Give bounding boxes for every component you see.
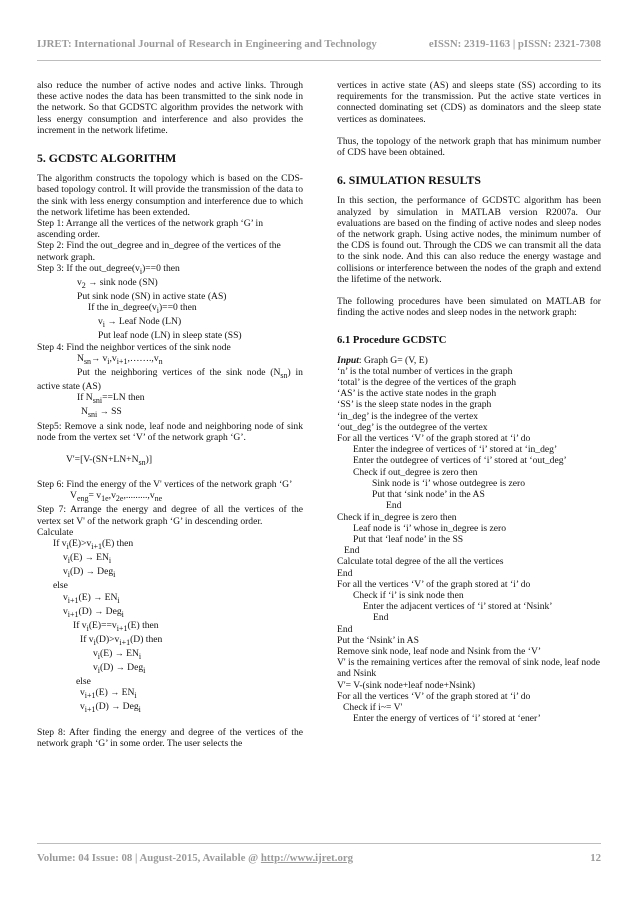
thus-paragraph: Thus, the topology of the network graph that has minimum number of CDS have been obtained. xyxy=(337,135,601,159)
calculate-label: Calculate xyxy=(37,526,74,538)
procedure-line: End xyxy=(337,623,353,635)
procedure-line: Check if in_degree is zero then xyxy=(337,511,457,523)
intro-paragraph: also reduce the number of active nodes and active links. Through these active nodes the data has been transmitted to the sink node in the network. So that GCDSTC algorithm provides the network with less energy consumption and interference and also provides the increment in the network lifetime. xyxy=(37,80,303,136)
calc-line: $v_i(E) \to EN_i$ xyxy=(93,647,142,661)
procedure-line: Put that ‘leaf node’ in the SS xyxy=(353,533,464,545)
calc-line: If $v_i(E)==v_{i+1}(E)$ then xyxy=(73,619,159,633)
procedure-line: Check if i~= V' xyxy=(343,701,403,713)
procedure-line: Leaf node is ‘i’ whose in_degree is zero xyxy=(353,522,506,534)
page-number: 12 xyxy=(590,852,601,864)
footer-rule xyxy=(37,843,601,844)
calc-line: else xyxy=(76,676,91,688)
footer-volume: Volume: 04 Issue: 08 | August-2015, Available @ http://www.ijret.org xyxy=(37,852,354,864)
step-4-line: Put the neighboring vertices of the sink node $(N_{sn})$ in active state (AS) xyxy=(37,367,303,393)
procedure-line: Put the ‘Nsink’ in AS xyxy=(337,634,419,646)
journal-link[interactable]: http://www.ijret.org xyxy=(260,852,354,864)
input-line: Input: Graph G= (V, E) xyxy=(337,354,428,366)
step-3-line: $v_i$ → Leaf Node (LN) xyxy=(98,316,182,330)
procedure-line: Calculate total degree of the all the vertices xyxy=(337,556,504,568)
calc-line: $v_i(D) \to Deg_i$ xyxy=(93,662,146,675)
journal-title: IJRET: International Journal of Research in Engineering and Technology xyxy=(37,38,377,50)
following-paragraph: The following procedures have been simulated on MATLAB for finding the active nodes and sleep nodes in the network graph: xyxy=(337,296,601,319)
procedure-line: Put that ‘sink node’ in the AS xyxy=(372,489,485,501)
procedure-line: ‘n’ is the total number of vertices in the graph xyxy=(337,365,513,377)
procedure-line: ‘total’ is the degree of the vertices of the graph xyxy=(337,377,517,389)
procedure-line: For all the vertices ‘V’ of the graph stored at ‘i’ do xyxy=(337,433,531,445)
step-6-formula: $V_{eng}= v_{1e},v_{2e},.........,v_{ne}$ xyxy=(70,490,163,504)
step-4-line: $N_{sn}\to$ $v_i,v_{i+1},\dots\dots.,v_n$ xyxy=(77,352,163,366)
step-2: Step 2: Find the out_degree and in_degree of the vertices of the network graph. xyxy=(37,240,281,263)
step-3-line: If the $in\_degree(v_i)==0$ then xyxy=(88,302,197,316)
step-4-line: If $N_{sni}==LN$ then xyxy=(77,392,145,406)
continuation-paragraph: vertices in active state (AS) and sleeps state (SS) according to its requirements for the transmission. Put the active state vertices in connected dominating set (CDS) as dominators and the sleep state vertices as dominatees. xyxy=(337,80,601,125)
procedure-line: End xyxy=(337,567,353,579)
procedure-line: Sink node is ‘i’ whose outdegree is zero xyxy=(372,477,526,489)
procedure-line: ‘SS’ is the sleep state nodes in the graph xyxy=(337,399,492,411)
calc-line: If $v_i(D)>v_{i+1}(D)$ then xyxy=(80,633,163,647)
issn: eISSN: 2319-1163 | pISSN: 2321-7308 xyxy=(428,38,601,50)
procedure-line: ‘AS’ is the active state nodes in the graph xyxy=(337,388,497,400)
step-8: Step 8: After finding the energy and degree of the vertices of the network graph ‘G’ in some order. The user selects the xyxy=(37,726,303,749)
procedure-line: ‘in_deg’ is the indegree of the vertex xyxy=(337,410,479,422)
step-6: Step 6: Find the energy of the V' vertices of the network graph ‘G’ xyxy=(37,479,293,491)
step-3-line: $v_2 \to \sin k$ node (SN) xyxy=(77,276,158,290)
procedure-line: Remove sink node, leaf node and Nsink from the ‘V’ xyxy=(337,645,542,657)
step-3-line: Put sink node (SN) in active state (AS) xyxy=(77,291,227,303)
right-column xyxy=(337,80,601,724)
step-1: Step 1: Arrange all the vertices of the network graph ‘G’ in ascending order. xyxy=(37,218,264,241)
step-7: Step 7: Arrange the energy and degree of all the vertices of the vertex set V' of the network graph ‘G’ in descending order. xyxy=(37,504,303,527)
calc-line: $v_{i+1}(D) \to Deg_i$ xyxy=(63,605,124,619)
procedure-line: V' is the remaining vertices after the removal of sink node, leaf node and Nsink xyxy=(337,657,601,680)
simulation-paragraph: In this section, the performance of GCDSTC algorithm has been analyzed by simulation in MATLAB version R2007a. Our evaluations are based on the finding of active nodes and sleep nodes of the network graph. Using active nodes, the minimum number of the CDS is found out. Through the CDS we can transmit all the data to the sink node. And this can also reduce the energy wastage and collisions or interference between the nodes of the graph and extend the lifetime of the network. xyxy=(337,195,601,285)
procedure-line: End xyxy=(344,545,360,557)
section-5-heading: 5. GCDSTC ALGORITHM xyxy=(37,151,177,166)
calc-line: $v_i(D) \to Deg_i$ xyxy=(63,566,116,580)
section-6-1-heading: 6.1 Procedure GCDSTC xyxy=(337,335,447,347)
calc-line: else xyxy=(53,580,68,592)
step-3: Step 3: If the $out\_degree(v_i)==0$ then xyxy=(37,262,180,276)
procedure-line: Enter the energy of vertices of ‘i’ stored at ‘ener’ xyxy=(353,713,541,725)
step-5: Step5: Remove a sink node, leaf node and neighboring node of sink node from the vertex set ‘V’ of the network graph ‘G’. xyxy=(37,420,303,443)
calc-line: $v_{i+1}(D) \to Deg_i$ xyxy=(80,701,141,715)
header-rule xyxy=(37,60,601,61)
calc-line: $v_{i+1}(E) \to EN_i$ xyxy=(63,591,120,605)
calc-line: $v_{i+1}(E) \to EN_i$ xyxy=(80,687,137,701)
algorithm-intro: The algorithm constructs the topology which is based on the CDS- based topology control. It will provide the transmission of the data to the sink with less energy consumption and interference due to which the network lifetime has been extended. xyxy=(37,173,303,218)
calc-line: If $v_i(E)>v_{i+1}(E)$ then xyxy=(53,537,134,551)
section-6-heading: 6. SIMULATION RESULTS xyxy=(337,173,481,188)
procedure-line: V'= V-(sink node+leaf node+Nsink) xyxy=(337,679,476,691)
procedure-line: Enter the indegree of vertices of ‘i’ stored at ‘in_deg’ xyxy=(353,444,558,456)
procedure-line: End xyxy=(373,612,389,624)
procedure-lines xyxy=(337,366,601,725)
procedure-line: For all the vertices ‘V’ of the graph stored at ‘i’ do xyxy=(337,578,531,590)
procedure-line: Check if ‘i’ is sink node then xyxy=(353,589,464,601)
step-3-line: Put leaf node (LN) in sleep state (SS) xyxy=(98,330,242,342)
procedure-line: For all the vertices ‘V’ of the graph stored at ‘i’ do xyxy=(337,690,531,702)
calc-line: $v_i(E) \to EN_i$ xyxy=(63,552,112,565)
procedure-line: Check if out_degree is zero then xyxy=(353,466,478,478)
procedure-line: End xyxy=(386,500,402,512)
procedure-line: Enter the outdegree of vertices of ‘i’ stored at ‘out_deg’ xyxy=(353,455,567,467)
step-4-line: $N_{sni}$ → SS xyxy=(81,406,122,420)
left-column xyxy=(37,80,303,749)
step-5-formula: $V'=[V-(SN+LN+N_{sn})]$ xyxy=(66,453,153,467)
page-footer xyxy=(37,852,601,864)
procedure-line: Enter the adjacent vertices of ‘i’ stored at ‘Nsink’ xyxy=(363,601,553,613)
page-header xyxy=(37,38,601,50)
procedure-line: ‘out_deg’ is the outdegree of the vertex xyxy=(337,421,488,433)
step-4: Step 4: Find the neighbor vertices of the sink node xyxy=(37,341,231,353)
